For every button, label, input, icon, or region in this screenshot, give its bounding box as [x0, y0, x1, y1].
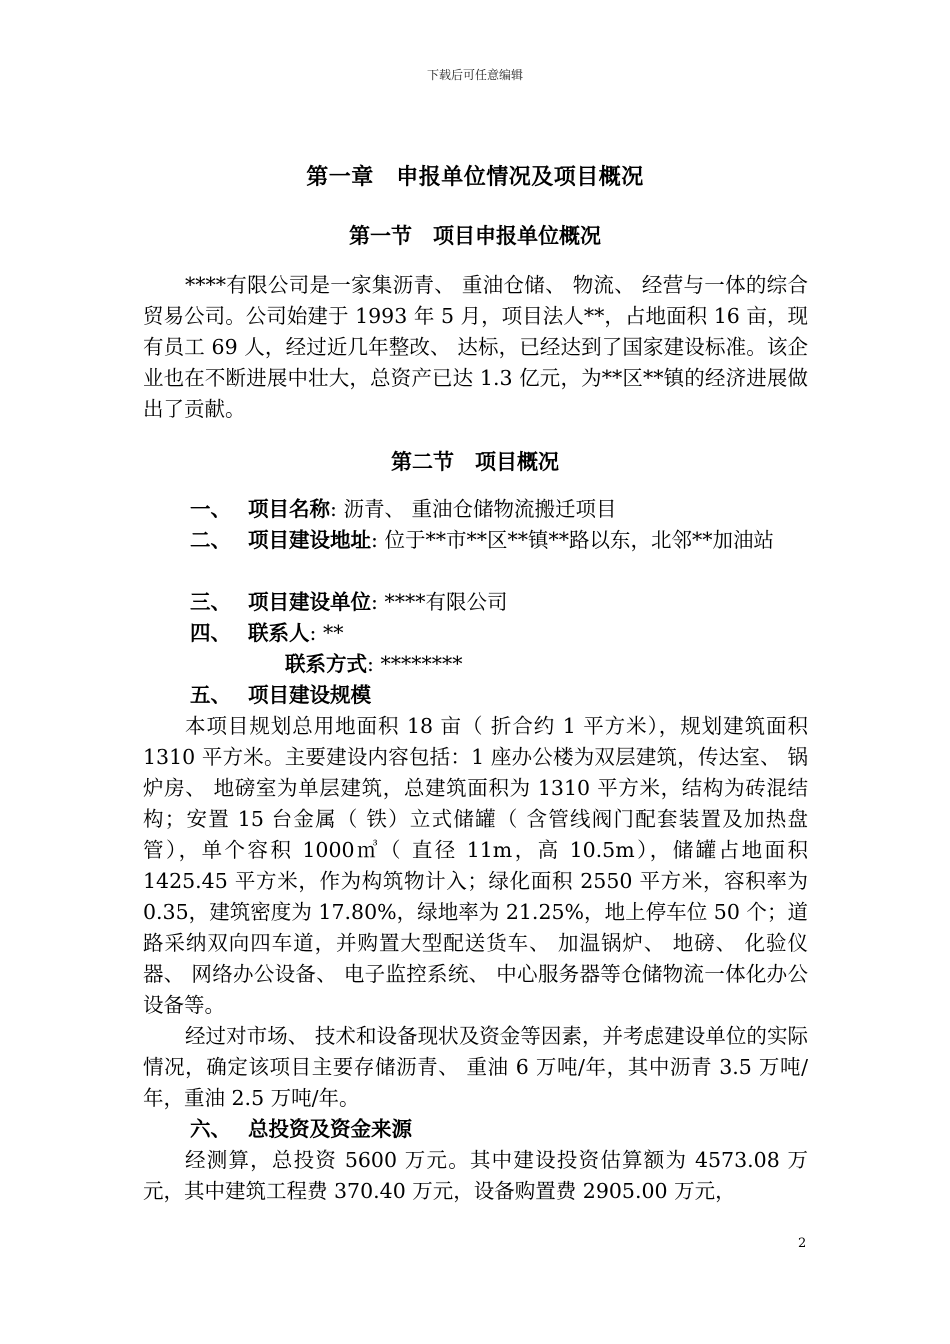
item-contact-person — [143, 618, 808, 649]
chapter-title: 第一章 申报单位情况及项目概况 — [306, 165, 644, 190]
item-colon: : — [371, 528, 378, 552]
investment-paragraph: 经测算，总投资 5600 万元。其中建设投资估算额为 4573.08 万元，其中建筑工程费 370.40 万元，设备购置费 2905.00 万元， — [143, 1148, 808, 1203]
item-construction-unit — [143, 587, 808, 618]
item-value: ** — [316, 621, 344, 645]
section-2-title: 第二节 项目概况 — [391, 450, 559, 474]
item-number: 二、 — [190, 528, 231, 552]
construction-scale-paragraph: 本项目规划总用地面积 18 亩（ 折合约 1 平方米），规划建筑面积 1310 平方米。主要建设内容包括：1 座办公楼为双层建筑，传达室、 锅炉房、 地磅室为单层建筑，总建筑面积为 1310 平方米，结构为砖混结构；安置 15 台金属（ 铁）立式储罐（ 含管线阀门配套装置及加热盘管），单个容积 1000㎥（ 直径 11m，高 10.5m），储罐占地面积 1425.45 平方米，作为构筑物计入；绿化面积 2550 平方米，容积率为 0.35，建筑密度为 17.80%，绿地率为 21.25%，地上停车位 50 个；道路采纳双向四车道，并购置大型配送货车、 加温锅炉、 地磅、 化验仪器、 网络办公设备、 电子监控系统、 中心服务器等仓储物流一体化办公设备等。 — [143, 714, 808, 1017]
contact-method-colon: : — [367, 652, 374, 676]
item-value: ****有限公司 — [377, 590, 508, 614]
page-number: 2 — [798, 1236, 807, 1251]
item-value: 沥青、 重油仓储物流搬迁项目 — [336, 497, 617, 521]
item-number: 一、 — [190, 497, 231, 521]
item-label: 联系人 — [248, 621, 310, 645]
item-colon: : — [309, 621, 317, 645]
item-number: 六、 — [190, 1117, 231, 1141]
item-colon: : — [371, 590, 378, 614]
item-value: 位于**市**区**镇**路以东，北邻**加油站 — [377, 528, 774, 552]
item-label: 总投资及资金来源 — [248, 1117, 412, 1141]
item-label: 项目名称 — [248, 497, 330, 521]
item-number: 五、 — [190, 683, 231, 707]
item-construction-scale — [143, 680, 808, 711]
contact-method-value: ******** — [373, 652, 463, 676]
header-note: 下载后可任意编辑 — [426, 68, 523, 82]
item-project-address — [143, 525, 808, 556]
item-label: 项目建设单位 — [248, 590, 371, 614]
item-label: 项目建设规模 — [248, 683, 371, 707]
item-colon: : — [330, 497, 337, 521]
contact-method-label: 联系方式 — [285, 652, 367, 676]
item-number: 四、 — [190, 621, 231, 645]
section-1-title: 第一节 项目申报单位概况 — [349, 224, 601, 248]
item-label: 项目建设地址 — [248, 528, 371, 552]
item-number: 三、 — [190, 590, 231, 614]
item-total-investment — [143, 1114, 808, 1145]
company-overview-paragraph: ****有限公司是一家集沥青、 重油仓储、 物流、 经营与一体的综合贸易公司。公司始建于 1993 年 5 月，项目法人**，占地面积 16 亩，现有员工 69 人，经过近几年整改、 达标，已经达到了国家建设标准。该企业也在不断进展中壮大，总资产已达 1.3 亿元，为**区**镇的经济进展做出了贡献。 — [143, 273, 808, 421]
contact-method — [285, 649, 462, 680]
item-project-name — [143, 494, 808, 525]
market-analysis-paragraph: 经过对市场、 技术和设备现状及资金等因素，并考虑建设单位的实际情况，确定该项目主要存储沥青、 重油 6 万吨/年，其中沥青 3.5 万吨/年，重油 2.5 万吨/年。 — [143, 1024, 808, 1110]
